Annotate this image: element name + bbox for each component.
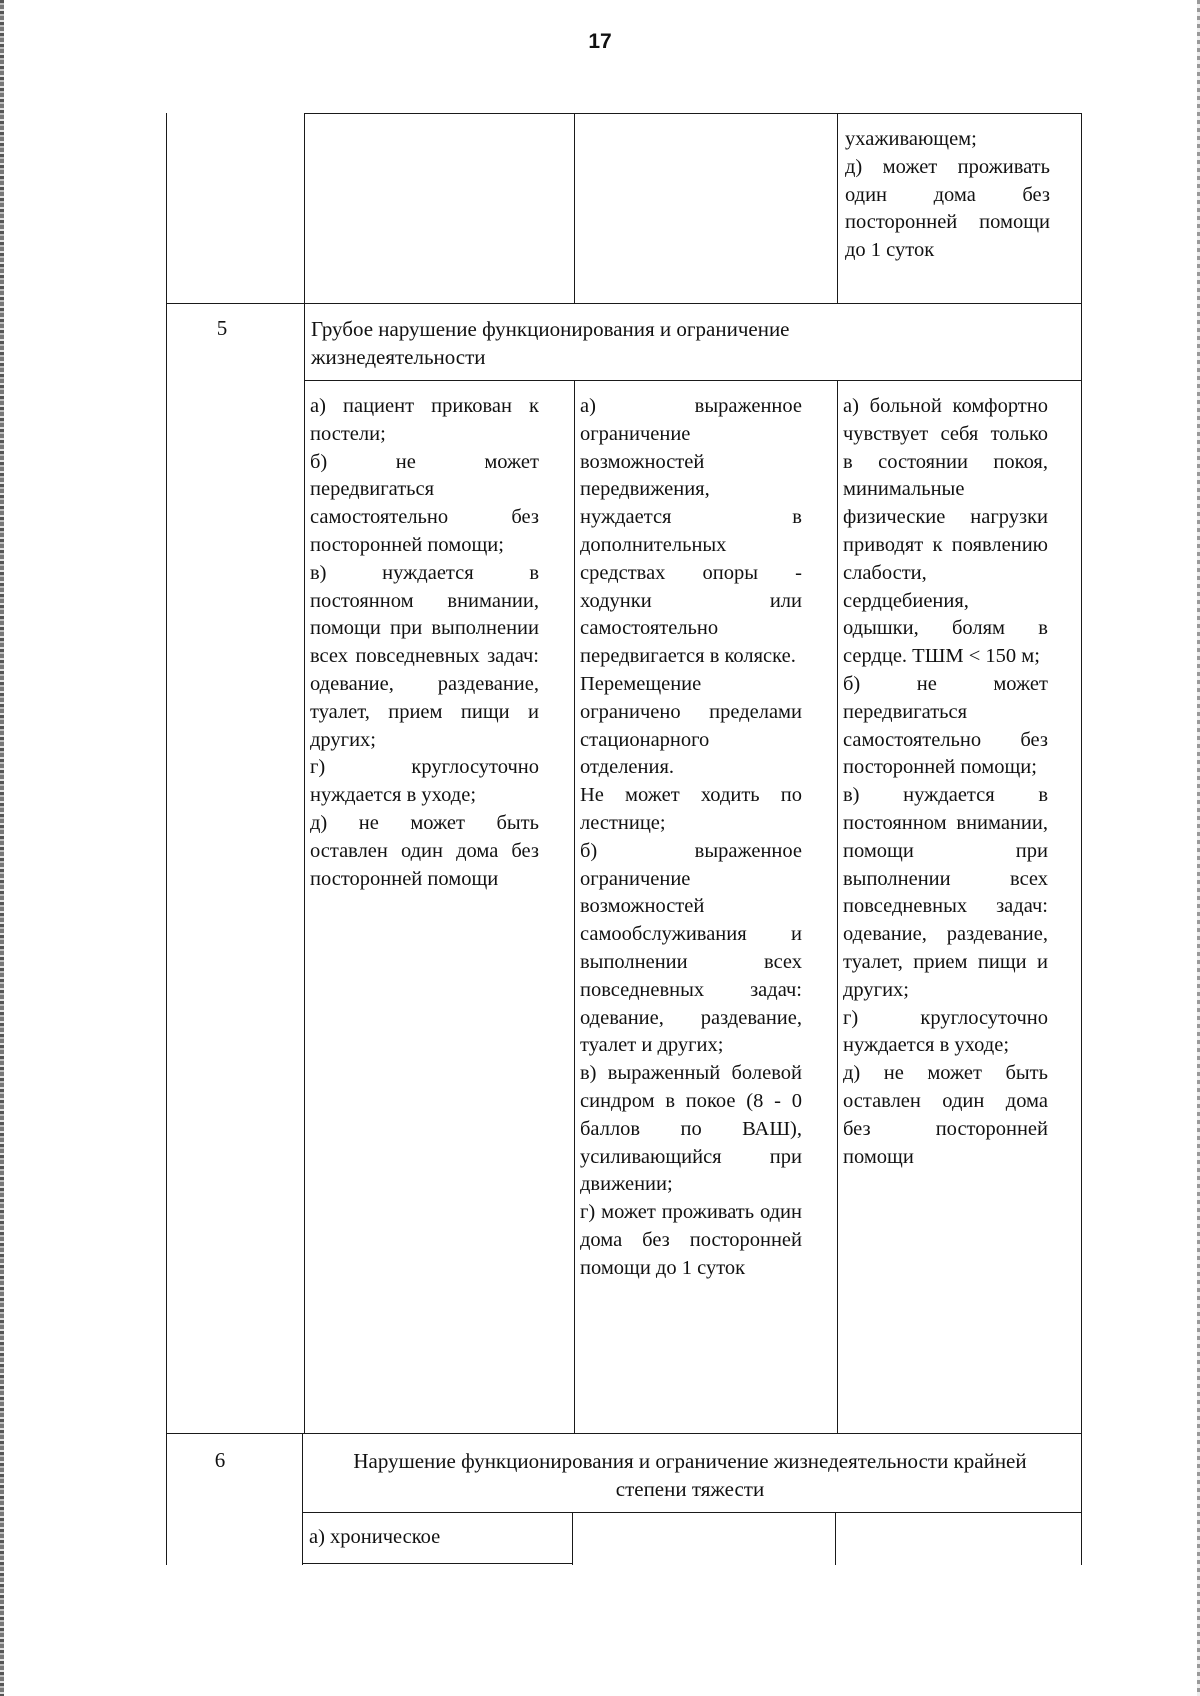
row-title-5: Грубое нарушение функционирования и ограничение жизнедеятельности xyxy=(311,317,790,369)
table-cell-row5-col3: а) больной комфортно чувствует себя только в состоянии покоя, минимальные физические нагрузки приводят к появлению слабости, сердцебиения, одышки, болям в сердце. ТШМ < 150 м; б) не может передвигаться самостоятельно без посторонней помощи; в) нуждается в постоянном внимании, помощи при выполнении всех повседневных задач: одевание, раздевание, туалет, прием пищи и других; г) круглосуточно нуждается в уходе; д) не может быть оставлен один дома без посторонней помощи xyxy=(843,395,1048,1168)
page-number: 17 xyxy=(588,30,612,53)
row-title-6: Нарушение функционирования и ограничение жизнедеятельности крайней степени тяжести xyxy=(353,1449,1027,1501)
row-number-5: 5 xyxy=(216,316,228,340)
table-cell-row6-col1: а) хроническое xyxy=(309,1526,441,1548)
table-cell-continuation-col3: ухаживающем; д) может проживать один дома без посторонней помощи до 1 суток xyxy=(845,128,1050,262)
row-number-6: 6 xyxy=(214,1448,226,1472)
table-cell-row5-col2: а) выраженное ограничение возможностей передвижения, нуждается в дополнительных средствах опоры - ходунки или самостоятельно передвигается в коляске. Перемещение ограничено пределами стационарного отделения. Не может ходить по лестнице; б) выраженное ограничение возможностей самообслуживания и выполнении всех повседневных задач: одевание, раздевание, туалет и других; в) выраженный болевой синдром в покое (8 - 0 баллов по ВАШ), усиливающийся при движении; г) может проживать один дома без посторонней помощи до 1 суток xyxy=(580,395,802,1279)
scan-edge xyxy=(0,0,4,1696)
table-cell-row5-col1: а) пациент прикован к постели; б) не может передвигаться самостоятельно без посторонней помощи; в) нуждается в постоянном внимании, помощи при выполнении всех повседневных задач: одевание, раздевание, туалет, прием пищи и других; г) круглосуточно нуждается в уходе; д) не может быть оставлен один дома без посторонней помощи xyxy=(310,395,539,890)
